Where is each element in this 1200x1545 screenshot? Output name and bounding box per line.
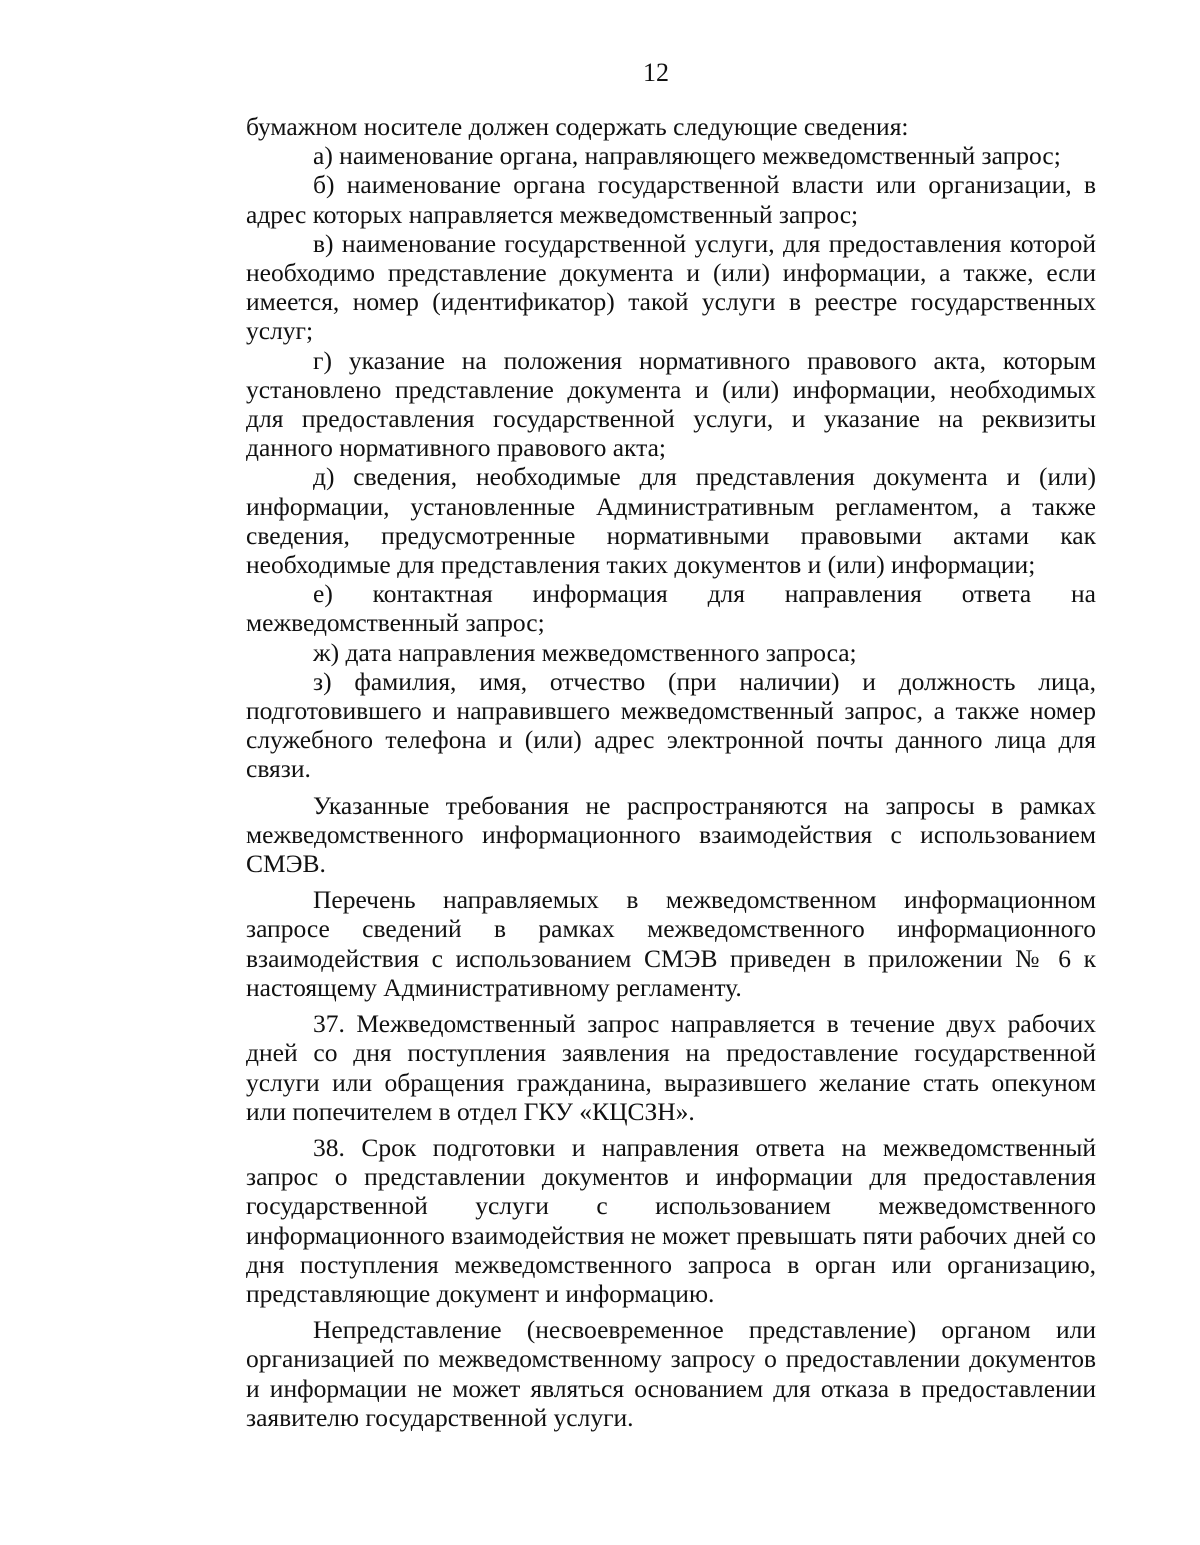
paragraph-continuation: бумажном носителе должен содержать следующие сведения: (246, 112, 909, 141)
list-item-d: д) сведения, необходимые для представления документа и (или) информации, установленные Административным регламентом, а также сведения, предусмотренные нормативными правовыми актами как необходимые для представления таких документов и (или) информации; (246, 462, 1096, 580)
paragraph-smev-list: Перечень направляемых в межведомственном информационном запросе сведений в рамках межведомственного информационного взаимодействия с использованием СМЭВ приведен в приложении № 6 к настоящему Административному регламенту. (246, 885, 1096, 1002)
list-item-zh: ж) дата направления межведомственного запроса; (313, 637, 857, 667)
document-body (246, 112, 1096, 1432)
clause-37: 37. Межведомственный запрос направляется в течение двух рабочих дней со дня поступления заявления на предоставление государственной услуги или обращения гражданина, выразившего желание стать опекуном или попечителем в отдел ГКУ «КЦСЗН». (246, 1009, 1096, 1126)
clause-38: 38. Срок подготовки и направления ответа на межведомственный запрос о представлении документов и информации для предоставления государственной услуги с использованием межведомственного информационного взаимодействия не может превышать пяти рабочих дней со дня поступления межведомственного запроса в орган или организацию, представляющие документ и информацию. (246, 1132, 1097, 1308)
list-item-z: з) фамилия, имя, отчество (при наличии) и должность лица, подготовившего и направившего межведомственный запрос, а также номер служебного телефона и (или) адрес электронной почты данного лица для связи. (246, 666, 1096, 784)
list-item-g: г) указание на положения нормативного правового акта, которым установлено представление документа и (или) информации, необходимых для предоставления государственной услуги, и указание на реквизиты данного нормативного правового акта; (246, 345, 1096, 463)
list-item-e: е) контактная информация для направления ответа на межведомственный запрос; (246, 579, 1096, 638)
list-item-b: б) наименование органа государственной власти или организации, в адрес которых направляется межведомственный запрос; (246, 170, 1096, 229)
paragraph-requirements-note: Указанные требования не распространяются на запросы в рамках межведомственного информационного взаимодействия с использованием СМЭВ. (246, 790, 1096, 879)
page-number: 12 (643, 58, 669, 87)
list-item-v: в) наименование государственной услуги, для предоставления которой необходимо представление документа и (или) информации, а также, если имеется, номер (идентификатор) такой услуги в реестре государственных услуг; (246, 228, 1096, 346)
list-item-a: а) наименование органа, направляющего межведомственный запрос; (313, 141, 1061, 171)
paragraph-non-submission: Непредставление (несвоевременное представление) органом или организацией по межведомственному запросу о предоставлении документов и информации не может являться основанием для отказа в предоставлении заявителю государственной услуги. (246, 1315, 1096, 1432)
